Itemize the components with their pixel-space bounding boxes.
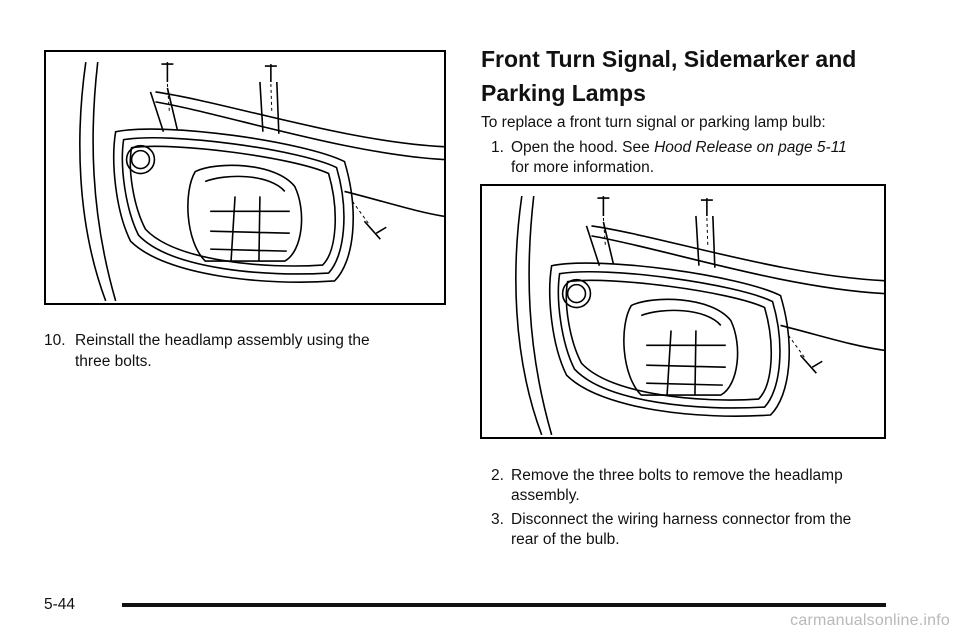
step-10 bbox=[44, 331, 444, 371]
watermark: carmanualsonline.info bbox=[790, 612, 950, 629]
headlamp-illustration-left bbox=[44, 50, 446, 305]
step-1 bbox=[491, 138, 891, 178]
step-text-line2: three bolts. bbox=[75, 353, 152, 370]
step-number: 1. bbox=[491, 139, 504, 156]
headlamp-removal-drawing bbox=[482, 186, 884, 437]
step-text-line2: rear of the bulb. bbox=[511, 531, 620, 548]
page-number: 5-44 bbox=[44, 596, 76, 613]
step-number: 2. bbox=[491, 467, 504, 484]
headlamp-illustration-right bbox=[480, 184, 886, 439]
section-heading-line2: Parking Lamps bbox=[481, 80, 646, 106]
step-2 bbox=[491, 466, 891, 506]
step-text-line1 bbox=[511, 138, 847, 157]
headlamp-assembly-drawing bbox=[46, 52, 444, 303]
step-text-line2: for more information. bbox=[511, 159, 654, 176]
step-1-prefix: Open the hood. See bbox=[511, 139, 655, 156]
step-text-line1: Remove the three bolts to remove the headlamp bbox=[511, 467, 843, 484]
footer-rule bbox=[122, 603, 886, 607]
section-heading bbox=[481, 42, 911, 110]
step-text-line1: Reinstall the headlamp assembly using the bbox=[75, 332, 370, 349]
intro-text: To replace a front turn signal or parking lamp bulb: bbox=[481, 114, 826, 131]
step-number: 3. bbox=[491, 511, 504, 528]
step-text-line2: assembly. bbox=[511, 487, 580, 504]
section-heading-line1: Front Turn Signal, Sidemarker and bbox=[481, 46, 857, 72]
step-3 bbox=[491, 510, 891, 550]
hood-release-reference: Hood Release on page 5-11 bbox=[654, 139, 847, 156]
step-number: 10. bbox=[44, 332, 66, 349]
step-text-line1: Disconnect the wiring harness connector from the bbox=[511, 511, 852, 528]
